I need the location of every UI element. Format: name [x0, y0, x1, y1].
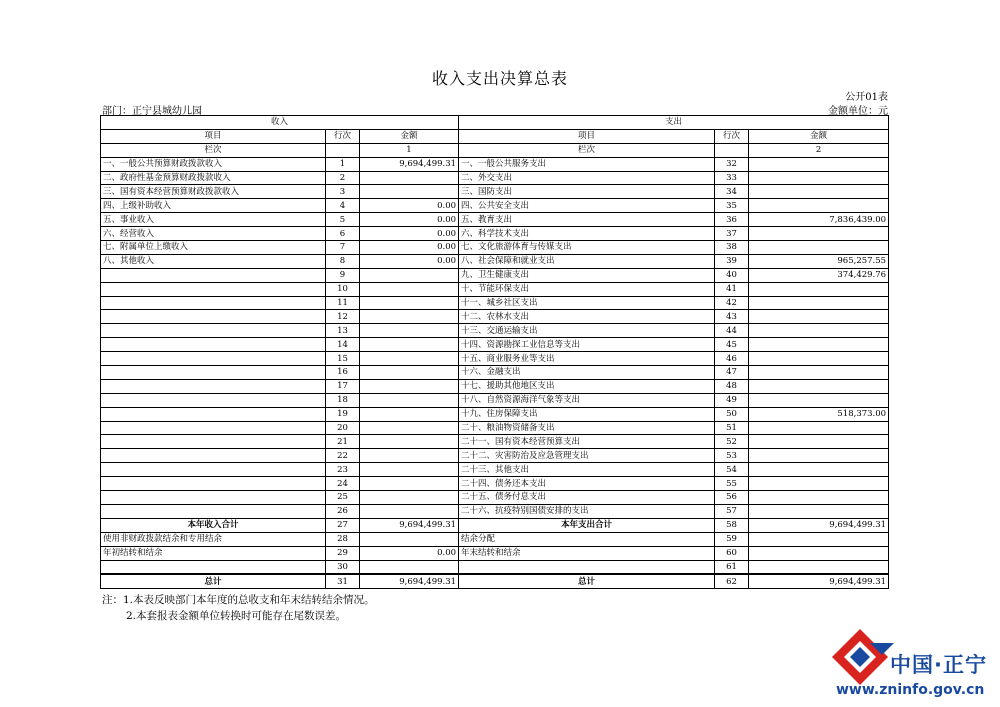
table-row: [101, 407, 889, 421]
income-rowno-cell: 22: [326, 449, 360, 463]
table-row: [101, 241, 889, 255]
income-amount-cell: 9,694,499.31: [360, 574, 459, 588]
income-amount-cell: [360, 421, 459, 435]
expense-rowno-cell: 61: [715, 560, 749, 574]
income-rowno-cell: 25: [326, 491, 360, 505]
income-amount-cell: 0.00: [360, 227, 459, 241]
table-row: [101, 518, 889, 532]
expense-rowno-cell: 60: [715, 546, 749, 560]
site-logo[interactable]: [830, 627, 995, 702]
table-row: [101, 338, 889, 352]
income-rowno-cell: 24: [326, 477, 360, 491]
expense-amount-cell: [749, 504, 889, 518]
income-amount-cell: [360, 310, 459, 324]
expense-amount-cell: [749, 560, 889, 574]
table-row: [101, 421, 889, 435]
expense-rowno-cell: 38: [715, 241, 749, 255]
expense-rowno-cell: 37: [715, 227, 749, 241]
income-item-cell: 八、其他收入: [101, 254, 326, 268]
income-rowno-cell: 14: [326, 338, 360, 352]
income-rowno-cell: 17: [326, 379, 360, 393]
blank-cell: [715, 143, 749, 157]
income-amount-cell: [360, 282, 459, 296]
expense-rowno-cell: 48: [715, 379, 749, 393]
income-amount-cell: [360, 171, 459, 185]
expense-amount-cell: [749, 366, 889, 380]
expense-item-cell: 十八、自然资源海洋气象等支出: [459, 393, 715, 407]
income-amount-cell: [360, 449, 459, 463]
income-expense-table: [100, 115, 889, 589]
expense-amount-cell: [749, 532, 889, 546]
table-row: [101, 268, 889, 282]
expense-item-cell: 十九、住房保障支出: [459, 407, 715, 421]
expense-rowno-cell: 56: [715, 491, 749, 505]
expense-rowno-cell: 49: [715, 393, 749, 407]
expense-item-cell: 二十四、债务还本支出: [459, 477, 715, 491]
income-item-cell: 二、政府性基金预算财政拨款收入: [101, 171, 326, 185]
income-amount-cell: 0.00: [360, 199, 459, 213]
expense-amount-cell: 518,373.00: [749, 407, 889, 421]
income-item-cell: [101, 310, 326, 324]
expense-item-cell: 本年支出合计: [459, 518, 715, 532]
expense-amount-cell: [749, 171, 889, 185]
income-amount-cell: 0.00: [360, 254, 459, 268]
expense-item-cell: 六、科学技术支出: [459, 227, 715, 241]
income-item-cell: [101, 352, 326, 366]
table-row: [101, 532, 889, 546]
expense-rowno-cell: 59: [715, 532, 749, 546]
expense-rowno-cell: 54: [715, 463, 749, 477]
expense-item-cell: 四、公共安全支出: [459, 199, 715, 213]
expense-amount-cell: [749, 185, 889, 199]
table-row: [101, 296, 889, 310]
amount-unit-label: 金额单位：元: [828, 106, 888, 117]
income-item-cell: [101, 477, 326, 491]
income-rowno-cell: 31: [326, 574, 360, 588]
expense-rowno-cell: 41: [715, 282, 749, 296]
income-item-header: 项目: [101, 129, 326, 143]
department-label: 部门：正宁县城幼儿园: [102, 106, 202, 117]
expense-amount-cell: [749, 282, 889, 296]
expense-rowno-cell: 58: [715, 518, 749, 532]
expense-amount-cell: [749, 421, 889, 435]
income-rowno-cell: 12: [326, 310, 360, 324]
income-amount-cell: [360, 560, 459, 574]
expense-rowno-cell: 45: [715, 338, 749, 352]
income-item-cell: [101, 491, 326, 505]
expense-rowno-cell: 51: [715, 421, 749, 435]
expense-amount-cell: [749, 449, 889, 463]
expense-rowno-cell: 33: [715, 171, 749, 185]
income-item-cell: 七、附属单位上缴收入: [101, 241, 326, 255]
expense-item-cell: 五、教育支出: [459, 213, 715, 227]
income-amount-cell: [360, 324, 459, 338]
expense-amount-header: 金额: [749, 129, 889, 143]
expense-item-cell: 二十三、其他支出: [459, 463, 715, 477]
note-2: 2.本套报表金额单位转换时可能存在尾数误差。: [126, 610, 347, 622]
income-rowno-cell: 20: [326, 421, 360, 435]
table-row: [101, 560, 889, 574]
expense-rowno-cell: 42: [715, 296, 749, 310]
column-index-row: [101, 143, 889, 157]
expense-item-cell: 二十五、债务付息支出: [459, 491, 715, 505]
income-item-cell: [101, 463, 326, 477]
table-row: [101, 463, 889, 477]
expense-rowno-cell: 40: [715, 268, 749, 282]
footnotes: [102, 592, 375, 624]
expense-rowno-cell: 46: [715, 352, 749, 366]
income-item-cell: [101, 324, 326, 338]
expense-rowno-cell: 36: [715, 213, 749, 227]
logo-name: 中国·正宁: [890, 653, 987, 677]
expense-amount-cell: [749, 477, 889, 491]
expense-rowno-cell: 39: [715, 254, 749, 268]
form-number: 公开01表: [845, 92, 888, 103]
income-item-cell: 一、一般公共预算财政拨款收入: [101, 157, 326, 171]
expense-amount-cell: [749, 463, 889, 477]
income-item-cell: 本年收入合计: [101, 518, 326, 532]
expense-amount-cell: [749, 546, 889, 560]
income-amount-cell: [360, 296, 459, 310]
expense-rowno-header: 行次: [715, 129, 749, 143]
income-rowno-cell: 28: [326, 532, 360, 546]
income-amount-cell: [360, 532, 459, 546]
income-amount-cell: 9,694,499.31: [360, 157, 459, 171]
table-row: [101, 546, 889, 560]
income-item-cell: [101, 560, 326, 574]
income-rowno-cell: 9: [326, 268, 360, 282]
table-row: [101, 254, 889, 268]
income-amount-cell: [360, 393, 459, 407]
table-row: [101, 213, 889, 227]
table-row: [101, 324, 889, 338]
income-amount-cell: [360, 338, 459, 352]
expense-amount-cell: [749, 157, 889, 171]
expense-amount-cell: [749, 227, 889, 241]
income-amount-cell: [360, 352, 459, 366]
income-rowno-cell: 7: [326, 241, 360, 255]
expense-rowno-cell: 57: [715, 504, 749, 518]
income-amount-cell: [360, 407, 459, 421]
table-header-row: [101, 116, 889, 130]
income-item-cell: [101, 435, 326, 449]
income-rowno-cell: 19: [326, 407, 360, 421]
expense-item-cell: 三、国防支出: [459, 185, 715, 199]
expense-item-cell: 二十六、抗疫特别国债安排的支出: [459, 504, 715, 518]
income-item-cell: 年初结转和结余: [101, 546, 326, 560]
income-amount-cell: [360, 379, 459, 393]
income-column-index: 1: [360, 143, 459, 157]
income-rowno-cell: 18: [326, 393, 360, 407]
income-amount-cell: [360, 491, 459, 505]
expense-rowno-cell: 44: [715, 324, 749, 338]
income-item-cell: [101, 338, 326, 352]
expense-amount-cell: 9,694,499.31: [749, 574, 889, 588]
income-item-cell: 使用非财政拨款结余和专用结余: [101, 532, 326, 546]
expense-rowno-cell: 34: [715, 185, 749, 199]
income-column-label: 栏次: [101, 143, 326, 157]
expense-rowno-cell: 62: [715, 574, 749, 588]
income-amount-cell: [360, 435, 459, 449]
expense-rowno-cell: 47: [715, 366, 749, 380]
income-rowno-cell: 15: [326, 352, 360, 366]
expense-item-cell: 十七、援助其他地区支出: [459, 379, 715, 393]
income-rowno-cell: 5: [326, 213, 360, 227]
expense-item-cell: 八、社会保障和就业支出: [459, 254, 715, 268]
income-amount-header: 金额: [360, 129, 459, 143]
expense-item-cell: 年末结转和结余: [459, 546, 715, 560]
table-row: [101, 393, 889, 407]
expense-rowno-cell: 55: [715, 477, 749, 491]
column-header-row: [101, 129, 889, 143]
table-row: [101, 379, 889, 393]
table-row: [101, 352, 889, 366]
expense-rowno-cell: 53: [715, 449, 749, 463]
table-row: [101, 157, 889, 171]
expense-column-label: 栏次: [459, 143, 715, 157]
income-rowno-cell: 21: [326, 435, 360, 449]
expense-amount-cell: 7,836,439.00: [749, 213, 889, 227]
blank-cell: [326, 143, 360, 157]
table-row: [101, 282, 889, 296]
table-row: [101, 185, 889, 199]
expense-amount-cell: [749, 379, 889, 393]
expense-item-header: 项目: [459, 129, 715, 143]
income-item-cell: 三、国有资本经营预算财政拨款收入: [101, 185, 326, 199]
expense-item-cell: [459, 560, 715, 574]
note-1: 注：1.本表反映部门本年度的总收支和年末结转结余情况。: [102, 594, 375, 606]
income-item-cell: 五、事业收入: [101, 213, 326, 227]
income-rowno-cell: 26: [326, 504, 360, 518]
income-rowno-cell: 30: [326, 560, 360, 574]
income-rowno-cell: 27: [326, 518, 360, 532]
expense-amount-cell: [749, 393, 889, 407]
income-amount-cell: 0.00: [360, 546, 459, 560]
income-rowno-cell: 11: [326, 296, 360, 310]
expense-rowno-cell: 35: [715, 199, 749, 213]
expense-amount-cell: [749, 310, 889, 324]
expense-item-cell: 十三、交通运输支出: [459, 324, 715, 338]
income-rowno-cell: 4: [326, 199, 360, 213]
income-amount-cell: 0.00: [360, 241, 459, 255]
table-row: [101, 491, 889, 505]
income-item-cell: [101, 393, 326, 407]
expense-item-cell: 十四、资源勘探工业信息等支出: [459, 338, 715, 352]
income-rowno-cell: 29: [326, 546, 360, 560]
expense-amount-cell: 965,257.55: [749, 254, 889, 268]
expense-amount-cell: 9,694,499.31: [749, 518, 889, 532]
expense-amount-cell: [749, 199, 889, 213]
income-amount-cell: [360, 268, 459, 282]
expense-item-cell: 十二、农林水支出: [459, 310, 715, 324]
table-row: [101, 574, 889, 588]
logo-url[interactable]: www.zninfo.gov.cn: [836, 682, 985, 698]
income-item-cell: [101, 268, 326, 282]
income-item-cell: [101, 421, 326, 435]
table-row: [101, 227, 889, 241]
income-item-cell: [101, 407, 326, 421]
expense-item-cell: 二、外交支出: [459, 171, 715, 185]
income-amount-cell: 0.00: [360, 213, 459, 227]
expense-rowno-cell: 50: [715, 407, 749, 421]
income-rowno-cell: 3: [326, 185, 360, 199]
table-row: [101, 171, 889, 185]
expense-item-cell: 二十一、国有资本经营预算支出: [459, 435, 715, 449]
expense-amount-cell: [749, 296, 889, 310]
income-item-cell: [101, 282, 326, 296]
expense-item-cell: 二十、粮油物资储备支出: [459, 421, 715, 435]
income-rowno-cell: 10: [326, 282, 360, 296]
income-rowno-cell: 23: [326, 463, 360, 477]
expense-item-cell: 十五、商业服务业等支出: [459, 352, 715, 366]
expense-amount-cell: 374,429.76: [749, 268, 889, 282]
expense-amount-cell: [749, 352, 889, 366]
expense-header: 支出: [459, 116, 889, 130]
expense-item-cell: 十六、金融支出: [459, 366, 715, 380]
income-rowno-cell: 1: [326, 157, 360, 171]
expense-rowno-cell: 32: [715, 157, 749, 171]
table-row: [101, 366, 889, 380]
income-rowno-cell: 16: [326, 366, 360, 380]
income-item-cell: 总计: [101, 574, 326, 588]
table-row: [101, 477, 889, 491]
income-item-cell: [101, 504, 326, 518]
expense-amount-cell: [749, 491, 889, 505]
income-rowno-cell: 6: [326, 227, 360, 241]
income-item-cell: [101, 449, 326, 463]
expense-amount-cell: [749, 324, 889, 338]
income-rowno-cell: 8: [326, 254, 360, 268]
income-rowno-cell: 2: [326, 171, 360, 185]
income-amount-cell: [360, 366, 459, 380]
expense-item-cell: 十一、城乡社区支出: [459, 296, 715, 310]
income-amount-cell: [360, 463, 459, 477]
income-amount-cell: [360, 504, 459, 518]
table-row: [101, 310, 889, 324]
expense-item-cell: 十、节能环保支出: [459, 282, 715, 296]
expense-item-cell: 九、卫生健康支出: [459, 268, 715, 282]
income-amount-cell: 9,694,499.31: [360, 518, 459, 532]
table-row: [101, 449, 889, 463]
income-rowno-header: 行次: [326, 129, 360, 143]
expense-item-cell: 七、文化旅游体育与传媒支出: [459, 241, 715, 255]
income-header: 收入: [101, 116, 459, 130]
expense-item-cell: 二十二、灾害防治及应急管理支出: [459, 449, 715, 463]
income-item-cell: [101, 296, 326, 310]
expense-item-cell: 总计: [459, 574, 715, 588]
expense-column-index: 2: [749, 143, 889, 157]
income-item-cell: 四、上级补助收入: [101, 199, 326, 213]
expense-amount-cell: [749, 338, 889, 352]
table-row: [101, 504, 889, 518]
expense-rowno-cell: 43: [715, 310, 749, 324]
table-row: [101, 435, 889, 449]
page-title: 收入支出决算总表: [431, 69, 568, 88]
expense-item-cell: 一、一般公共服务支出: [459, 157, 715, 171]
income-rowno-cell: 13: [326, 324, 360, 338]
expense-amount-cell: [749, 241, 889, 255]
expense-amount-cell: [749, 435, 889, 449]
table-row: [101, 199, 889, 213]
income-item-cell: [101, 366, 326, 380]
income-amount-cell: [360, 477, 459, 491]
income-item-cell: 六、经营收入: [101, 227, 326, 241]
expense-item-cell: 结余分配: [459, 532, 715, 546]
income-amount-cell: [360, 185, 459, 199]
income-item-cell: [101, 379, 326, 393]
expense-rowno-cell: 52: [715, 435, 749, 449]
